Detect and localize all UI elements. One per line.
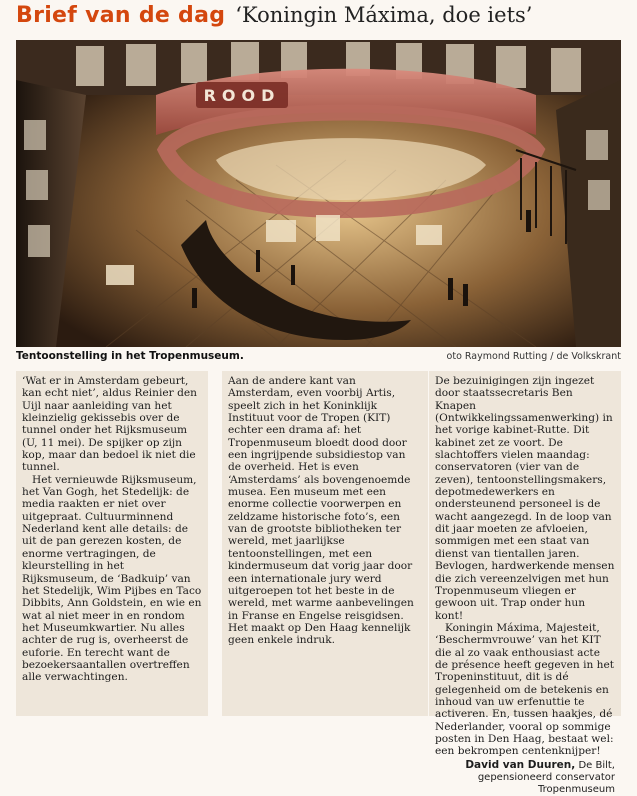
- section-kicker: Brief van de dag: [16, 3, 226, 28]
- letter-paragraph: Aan de andere kant van Amsterdam, even voorbij Artis, speelt zich in het Koninklijk Instituut voor de Tropen (KIT) echter een drama af: het Tropenmuseum bloedt dood door een ingrijpende subsidiestop van de overheid. Het is even ‘Amsterdams’ als bovengenoemde musea. Een museum met een enorme collectie voorwerpen en zeldzame historische foto’s, een van de grootste bibliotheken ter wereld, met jaarlijkse tentoonstellingen, met een kindermuseum dat vorig jaar door een internationale jury werd uitgeroepen tot het beste in de wereld, met warme aanbevelingen in Franse en Engelse reisgidsen. Het maakt op Den Haag kennelijk geen enkele indruk.: [228, 375, 414, 647]
- text-column-1: [16, 371, 208, 716]
- photo-credit: oto Raymond Rutting / de Volkskrant: [446, 351, 621, 362]
- text-column-2: [222, 371, 428, 716]
- letter-paragraph: ‘Wat er in Amsterdam gebeurt, kan echt niet’, aldus Reinier den Uijl naar aanleiding van het kleinzielig gekissebis over de tunnel onder het Rijksmuseum (U, 11 mei). De spijker op zijn kop, maar dan bedoel ik niet die tunnel.: [22, 375, 197, 474]
- text-column-3: [429, 371, 621, 795]
- letter-body: [16, 371, 621, 795]
- svg-text:ROOD: ROOD: [203, 86, 281, 105]
- rood-sign: [196, 82, 288, 108]
- letter-paragraph: De bezuinigingen zijn ingezet door staatssecretaris Ben Knapen (Ontwikkelingssamenwerking) in het vorige kabinet-Rutte. Dit kabinet zet ze voort. De slachtoffers vielen maandag: conservatoren (vier van de zeven), tentoonstellingsmakers, depotmedewerkers en ondersteunend personeel is de wacht aangezegd. In de loop van dit jaar moeten ze afvloeien, sommigen met een staat van dienst van tientallen jaren. Bevlogen, hardwerkende mensen die zich vereenzelvigen met hun Tropenmuseum vliegen er gewoon uit. Trap onder hun kont!: [435, 375, 615, 622]
- article-header: [16, 3, 629, 37]
- author-name: David van Duuren,: [465, 758, 576, 771]
- letter-paragraph: Koningin Máxima, Majesteit, ‘Beschermvrouwe’ van het KIT die al zo vaak enthousiast acte de présence heeft gegeven in het Tropeninstituut, dit is dé gelegenheid om de betekenis en inhoud van uw erfenuttie te activeren. En, tussen haakjes, dé Nederlander, vooral op sommige posten in Den Haag, bestaat wel: een bekrompen centenknijper!: [435, 621, 615, 758]
- photo-caption: Tentoonstelling in het Tropenmuseum.: [16, 350, 244, 362]
- museum-photo-illustration: [16, 40, 621, 347]
- author-place: De Bilt,: [578, 759, 615, 771]
- article-headline: ‘Koningin Máxima, doe iets’: [235, 3, 533, 27]
- author-role: gepensioneerd conservator Tropenmuseum: [477, 771, 615, 795]
- photo-caption-row: [16, 350, 621, 366]
- museum-photo: [16, 40, 621, 347]
- letter-paragraph: Het vernieuwde Rijksmuseum, het Van Gogh, het Stedelijk: de media raakten er niet over uitgepraat. Cultuurminnend Nederland kent alle details: de uit de pan gerezen kosten, de enorme vertragingen, de kleurstelling in het Rijksmuseum, de ‘Badkuip’ van het Stedelijk, Wim Pijbes en Taco Dibbits, Ann Goldstein, en wie en wat al niet meer in en rondom het Museumkwartier. Nu alles achter de rug is, overheerst de euforie. En terecht want de bezoekersaantallen overtreffen alle verwachtingen.: [22, 473, 202, 684]
- letter-signature: [435, 759, 615, 796]
